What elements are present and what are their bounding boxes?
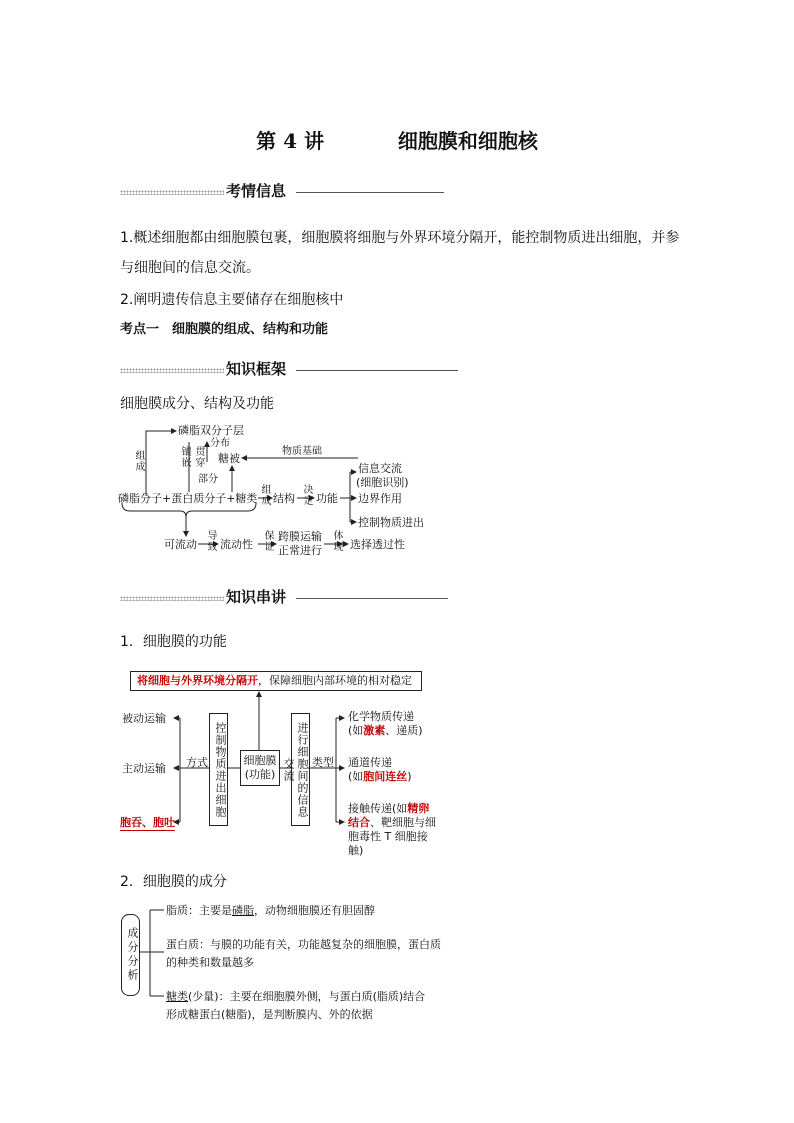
components-label: 磷脂分子+蛋白质分子+糖类: [118, 492, 258, 505]
material-basis-label: 物质基础: [282, 446, 322, 457]
embed-label: 镶嵌: [179, 446, 190, 468]
fluidity-label: 流动性: [220, 538, 253, 551]
text: ): [407, 770, 412, 783]
dotted-bar: [120, 596, 224, 601]
selective-label: 选择透过性: [350, 538, 405, 551]
text: (如: [348, 724, 364, 737]
func-info-label: 信息交流: [358, 462, 402, 475]
control-transport-box: 控制物质进出细胞: [209, 713, 228, 826]
section-header-lecture: [120, 586, 460, 610]
sperm-egg-highlight: 精卵: [407, 802, 430, 815]
contact-line-3: 胞毒性 T 细胞接: [348, 830, 428, 843]
info-item-1: [120, 228, 690, 278]
boundary-function-box: [130, 671, 422, 691]
protein-line-2: 的种类和数量越多: [166, 956, 254, 969]
text: (如: [348, 770, 364, 783]
glycocalyx-label: 糖被: [218, 452, 240, 465]
type-label: 类型: [312, 756, 334, 769]
hormone-highlight: 激素: [363, 724, 386, 737]
phospholipid-underlined: 磷脂: [232, 904, 254, 917]
chemical-transfer: [348, 710, 423, 738]
center-title: 细胞膜: [243, 754, 277, 767]
sugar-line-2: 形成糖蛋白(糖脂)，是判断膜内、外的依据: [166, 1008, 373, 1021]
ensure-label: 保证: [262, 530, 273, 552]
compose-label: 组成: [133, 450, 144, 472]
func-info-sub-label: (细胞识别): [356, 476, 409, 489]
penetrate-label: 贯穿: [193, 446, 204, 468]
fusion-highlight: 结合: [348, 816, 370, 829]
partial-label: 部分: [198, 474, 218, 485]
text: 脂质：主要是: [166, 904, 232, 917]
channel-transfer-title: 通道传递: [348, 756, 392, 769]
transmembrane-label: 跨膜运输: [278, 530, 322, 543]
info-item-1-line-2: 与细胞间的信息交流。: [120, 260, 260, 276]
chemical-transfer-title: 化学物质传递: [348, 710, 414, 723]
fluid-label: 可流动: [164, 538, 197, 551]
structure-label: 结构: [273, 492, 295, 505]
sugar-row: [166, 990, 425, 1022]
text: 、靶细胞与细: [370, 816, 436, 829]
function-label: 功能: [316, 492, 338, 505]
info-item-1-line-1: 1.概述细胞都由细胞膜包裹，细胞膜将细胞与外界环境分隔开，能控制物质进出细胞，并参: [120, 230, 680, 246]
active-transport-label: 主动运输: [122, 762, 166, 775]
text: 接触传递(如: [348, 802, 408, 815]
passive-transport-label: 被动运输: [122, 712, 166, 725]
dotted-bar: [120, 368, 224, 373]
lecture-number: 第 4 讲: [256, 129, 324, 153]
section-label: 考情信息: [226, 182, 287, 200]
sugar-line-1: [166, 990, 425, 1004]
text: ，动物细胞膜还有胆固醇: [254, 904, 375, 917]
chemical-transfer-example: [348, 724, 423, 738]
normal-label: 正常进行: [278, 544, 322, 557]
composition-label-box: 成分分析: [121, 914, 140, 996]
membrane-center-box: [240, 750, 280, 786]
boundary-highlight: 将细胞与外界环境分隔开: [137, 674, 258, 687]
text: (少量)：主要在细胞膜外侧，与蛋白质(脂质)结合: [188, 990, 426, 1003]
endo-exo-label: 胞吞、胞吐: [120, 816, 175, 829]
dotted-bar: [120, 190, 224, 195]
lipid-row: [166, 904, 375, 918]
contact-line-1: [348, 802, 440, 816]
section-label: 知识串讲: [226, 588, 287, 606]
func-boundary-label: 边界作用: [358, 492, 402, 505]
section-header-info: [120, 180, 450, 204]
compose2-label: 组成: [259, 484, 270, 506]
plasmodesmata-highlight: 胞间连丝: [363, 770, 408, 783]
text: 、递质): [385, 724, 423, 737]
info-exchange-box: 进行细胞间的信息交流: [291, 713, 310, 826]
method-label: 方式: [186, 756, 208, 769]
contact-transfer: [348, 802, 440, 858]
lecture-heading-2: 2．细胞膜的成分: [120, 874, 227, 890]
lecture-heading-1: 1．细胞膜的功能: [120, 634, 227, 650]
section-rule: [296, 192, 444, 193]
contact-line-2: [348, 816, 440, 830]
section-label: 知识框架: [226, 360, 287, 378]
reflect-label: 体现: [331, 530, 342, 552]
info-item-2: 2.阐明遗传信息主要储存在细胞核中: [120, 292, 344, 308]
lead-to-label: 导致: [205, 530, 216, 552]
section-header-framework: [120, 358, 460, 382]
determine-label: 决定: [301, 484, 312, 506]
topic-heading: 考点一 细胞膜的组成、结构和功能: [120, 322, 329, 337]
contact-line-4: 触): [348, 844, 364, 857]
section-rule: [296, 370, 458, 371]
protein-line-1: 蛋白质：与膜的功能有关，功能越复杂的细胞膜，蛋白质: [166, 938, 441, 951]
channel-transfer: [348, 756, 412, 784]
boundary-rest: ，保障细胞内部环境的相对稳定: [258, 674, 412, 687]
phospholipid-bilayer-label: 磷脂双分子层: [178, 424, 244, 437]
protein-row: [166, 938, 441, 970]
channel-transfer-example: [348, 770, 412, 784]
center-sub: (功能): [244, 768, 276, 781]
page-title: [0, 125, 794, 154]
sugar-underlined: 糖类: [166, 990, 188, 1003]
distribute-label: 分布: [210, 438, 230, 449]
lecture-topic: 细胞膜和细胞核: [397, 129, 538, 153]
section-rule: [296, 598, 448, 599]
func-control-label: 控制物质进出: [358, 516, 424, 529]
framework-subtitle: 细胞膜成分、结构及功能: [120, 396, 274, 412]
